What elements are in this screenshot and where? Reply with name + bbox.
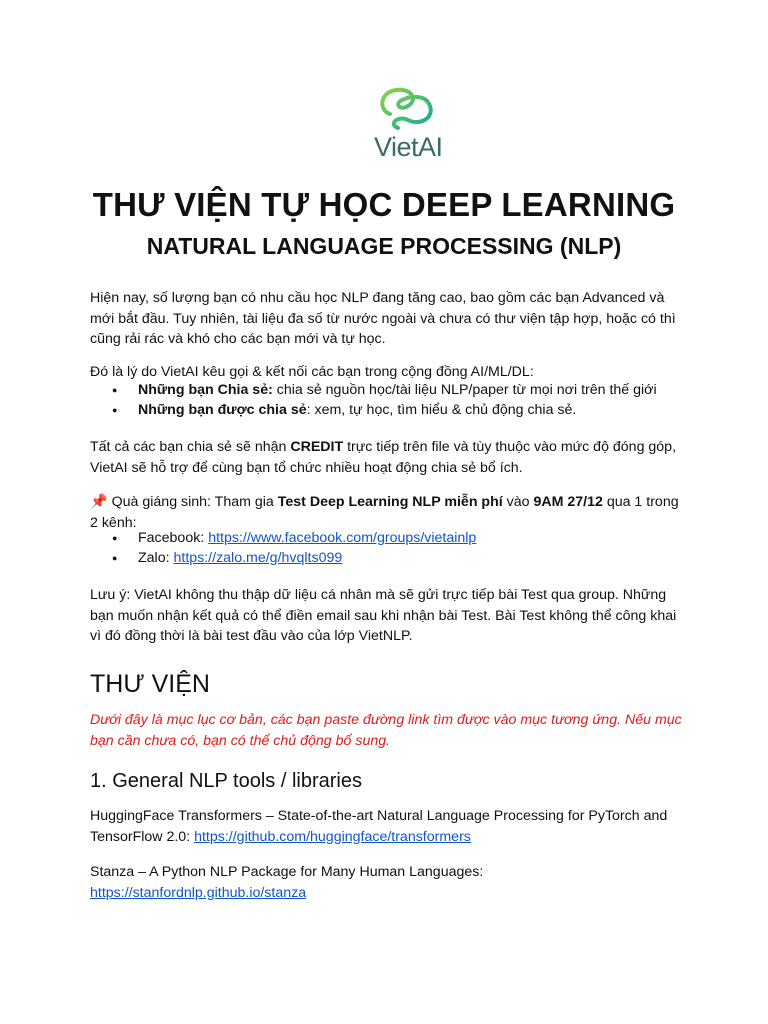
gift-bold-test: Test Deep Learning NLP miễn phí <box>277 494 503 510</box>
channel-label: Facebook: <box>138 530 209 546</box>
library-heading: THƯ VIỆN <box>90 670 210 698</box>
transformers-link[interactable]: https://github.com/huggingface/transformers <box>194 828 471 845</box>
section-heading: 1. General NLP tools / libraries <box>90 770 362 792</box>
logo-wordmark: VietAI <box>374 132 443 162</box>
gift-bold-time: 9AM 27/12 <box>533 494 603 510</box>
gift-paragraph <box>90 492 690 533</box>
vietai-logo-icon <box>368 80 448 140</box>
library-instruction: Dưới đây là mục lục cơ bản, các bạn paste đường link tìm được vào mục tương ứng. Nếu mục bạn cần chưa có, bạn có thể chủ động bổ sung. <box>90 712 682 749</box>
roles-list <box>108 381 708 420</box>
credit-bold: CREDIT <box>290 439 344 455</box>
page-subtitle: NATURAL LANGUAGE PROCESSING (NLP) <box>146 233 622 259</box>
credit-text-after: trực tiếp trên file và tùy thuộc vào mức độ đóng góp, VietAI sẽ hỗ trợ để cùng bạn tổ chức nhiều hoạt động chia sẻ bổ ích. <box>90 439 677 476</box>
list-item <box>108 381 708 401</box>
gift-text: qua 1 trong 2 kênh: <box>90 494 679 531</box>
stanza-link[interactable]: https://stanfordnlp.github.io/stanza <box>90 884 307 901</box>
credit-text: Tất cả các bạn chia sẻ sẽ nhận <box>90 439 291 455</box>
list-item <box>108 401 708 421</box>
reason-paragraph: Đó là lý do VietAI kêu gọi & kết nối các bạn trong cộng đồng AI/ML/DL: <box>90 364 534 380</box>
pushpin-icon: 📌 <box>90 494 108 510</box>
page-title: THƯ VIỆN TỰ HỌC DEEP LEARNING <box>92 186 676 223</box>
entry-text: Stanza – A Python NLP Package for Many Human Languages: <box>90 864 484 880</box>
role-text: : xem, tự học, tìm hiểu & chủ động chia sẻ. <box>306 401 577 418</box>
list-item <box>108 529 708 549</box>
library-entry <box>90 862 690 903</box>
channels-list <box>108 529 708 568</box>
list-item <box>108 549 708 569</box>
intro-paragraph: Hiện nay, số lượng bạn có nhu cầu học NLP đang tăng cao, bao gồm các bạn Advanced và mới bắt đầu. Tuy nhiên, tài liệu đa số từ nước ngoài và chưa có thư viện tập hợp, hoặc có thì cũng rải rác và khó cho các bạn mới và tự học. <box>90 290 676 347</box>
credit-paragraph <box>90 437 690 478</box>
library-entry <box>90 806 690 847</box>
role-label: Những bạn Chia sẻ: <box>138 382 273 398</box>
gift-text: Quà giáng sinh: Tham gia <box>107 494 278 510</box>
gift-text: vào <box>502 494 534 510</box>
facebook-link[interactable]: https://www.facebook.com/groups/vietainlp <box>208 530 477 546</box>
note-paragraph: Lưu ý: VietAI không thu thập dữ liệu cá nhân mà sẽ gửi trực tiếp bài Test qua group. Những bạn muốn nhận kết quả có thể điền email sau khi nhận bài Test. Bài Test không thể công khai vì đó đồng thời là bài test đầu vào của lớp VietNLP. <box>90 587 677 644</box>
entry-text: HuggingFace Transformers – State-of-the-art Natural Language Processing for PyTorch and TensorFlow 2.0: <box>90 808 668 845</box>
role-label: Những bạn được chia sẻ <box>138 401 307 418</box>
role-text: chia sẻ nguồn học/tài liệu NLP/paper từ mọi nơi trên thế giới <box>272 382 657 398</box>
channel-label: Zalo: <box>138 549 174 566</box>
zalo-link[interactable]: https://zalo.me/g/hvqlts099 <box>173 549 343 566</box>
